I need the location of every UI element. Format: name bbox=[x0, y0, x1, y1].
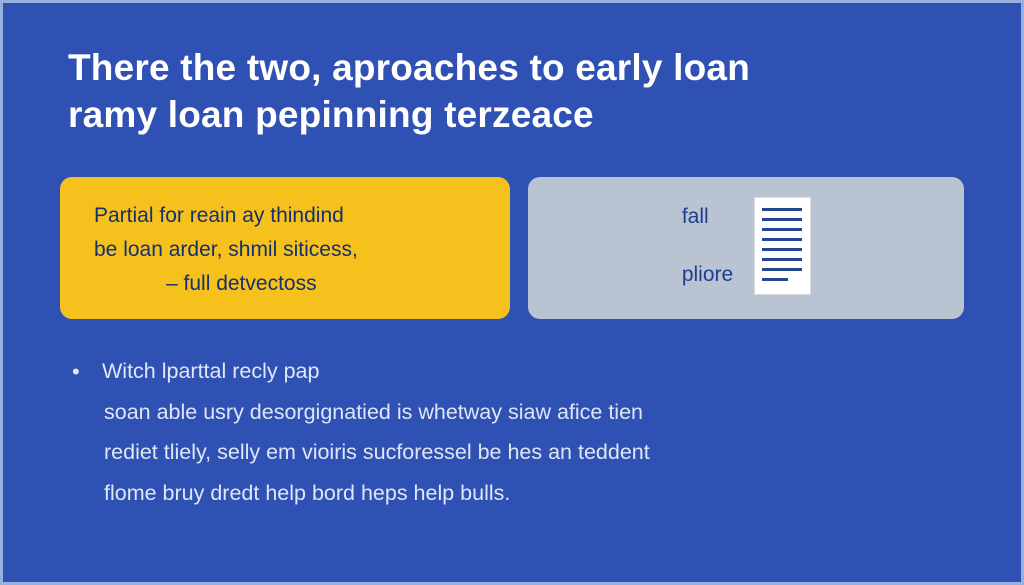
list-item-line-4: flome bruy dredt help bord heps help bulls. bbox=[104, 481, 511, 506]
page-title bbox=[68, 44, 958, 139]
list-item bbox=[72, 351, 964, 514]
page-title-line-1: There the two, aproaches to early loan bbox=[68, 47, 751, 88]
bullet-list bbox=[72, 351, 964, 514]
card-right-label-bottom: pliore bbox=[681, 262, 734, 286]
bullet-marker-icon: • bbox=[72, 358, 80, 384]
page-title-line-2: ramy loan pepinning terzeace bbox=[68, 94, 594, 136]
card-left-line-3: – full detvectoss bbox=[166, 271, 317, 295]
list-item-line-3: rediet tliely, selly em vioiris sucforessel be hes an teddent bbox=[104, 440, 650, 465]
card-partial-approach bbox=[60, 177, 510, 319]
card-full-approach bbox=[528, 177, 964, 319]
card-right-label-top: fall bbox=[681, 204, 709, 228]
list-item-line-2: soan able usry desorgignatied is whetway siaw afice tien bbox=[104, 399, 643, 424]
list-item-text bbox=[102, 351, 964, 514]
cards-row bbox=[60, 177, 964, 319]
card-left-line-2: be loan arder, shmil siticess, bbox=[94, 237, 358, 261]
card-right-content bbox=[682, 198, 810, 294]
list-item-line-1: Witch lparttal recly pap bbox=[102, 358, 320, 383]
card-left-line-1: Partial for reain ay thindind bbox=[94, 203, 344, 227]
card-right-labels bbox=[682, 205, 733, 287]
document-icon bbox=[755, 198, 810, 294]
